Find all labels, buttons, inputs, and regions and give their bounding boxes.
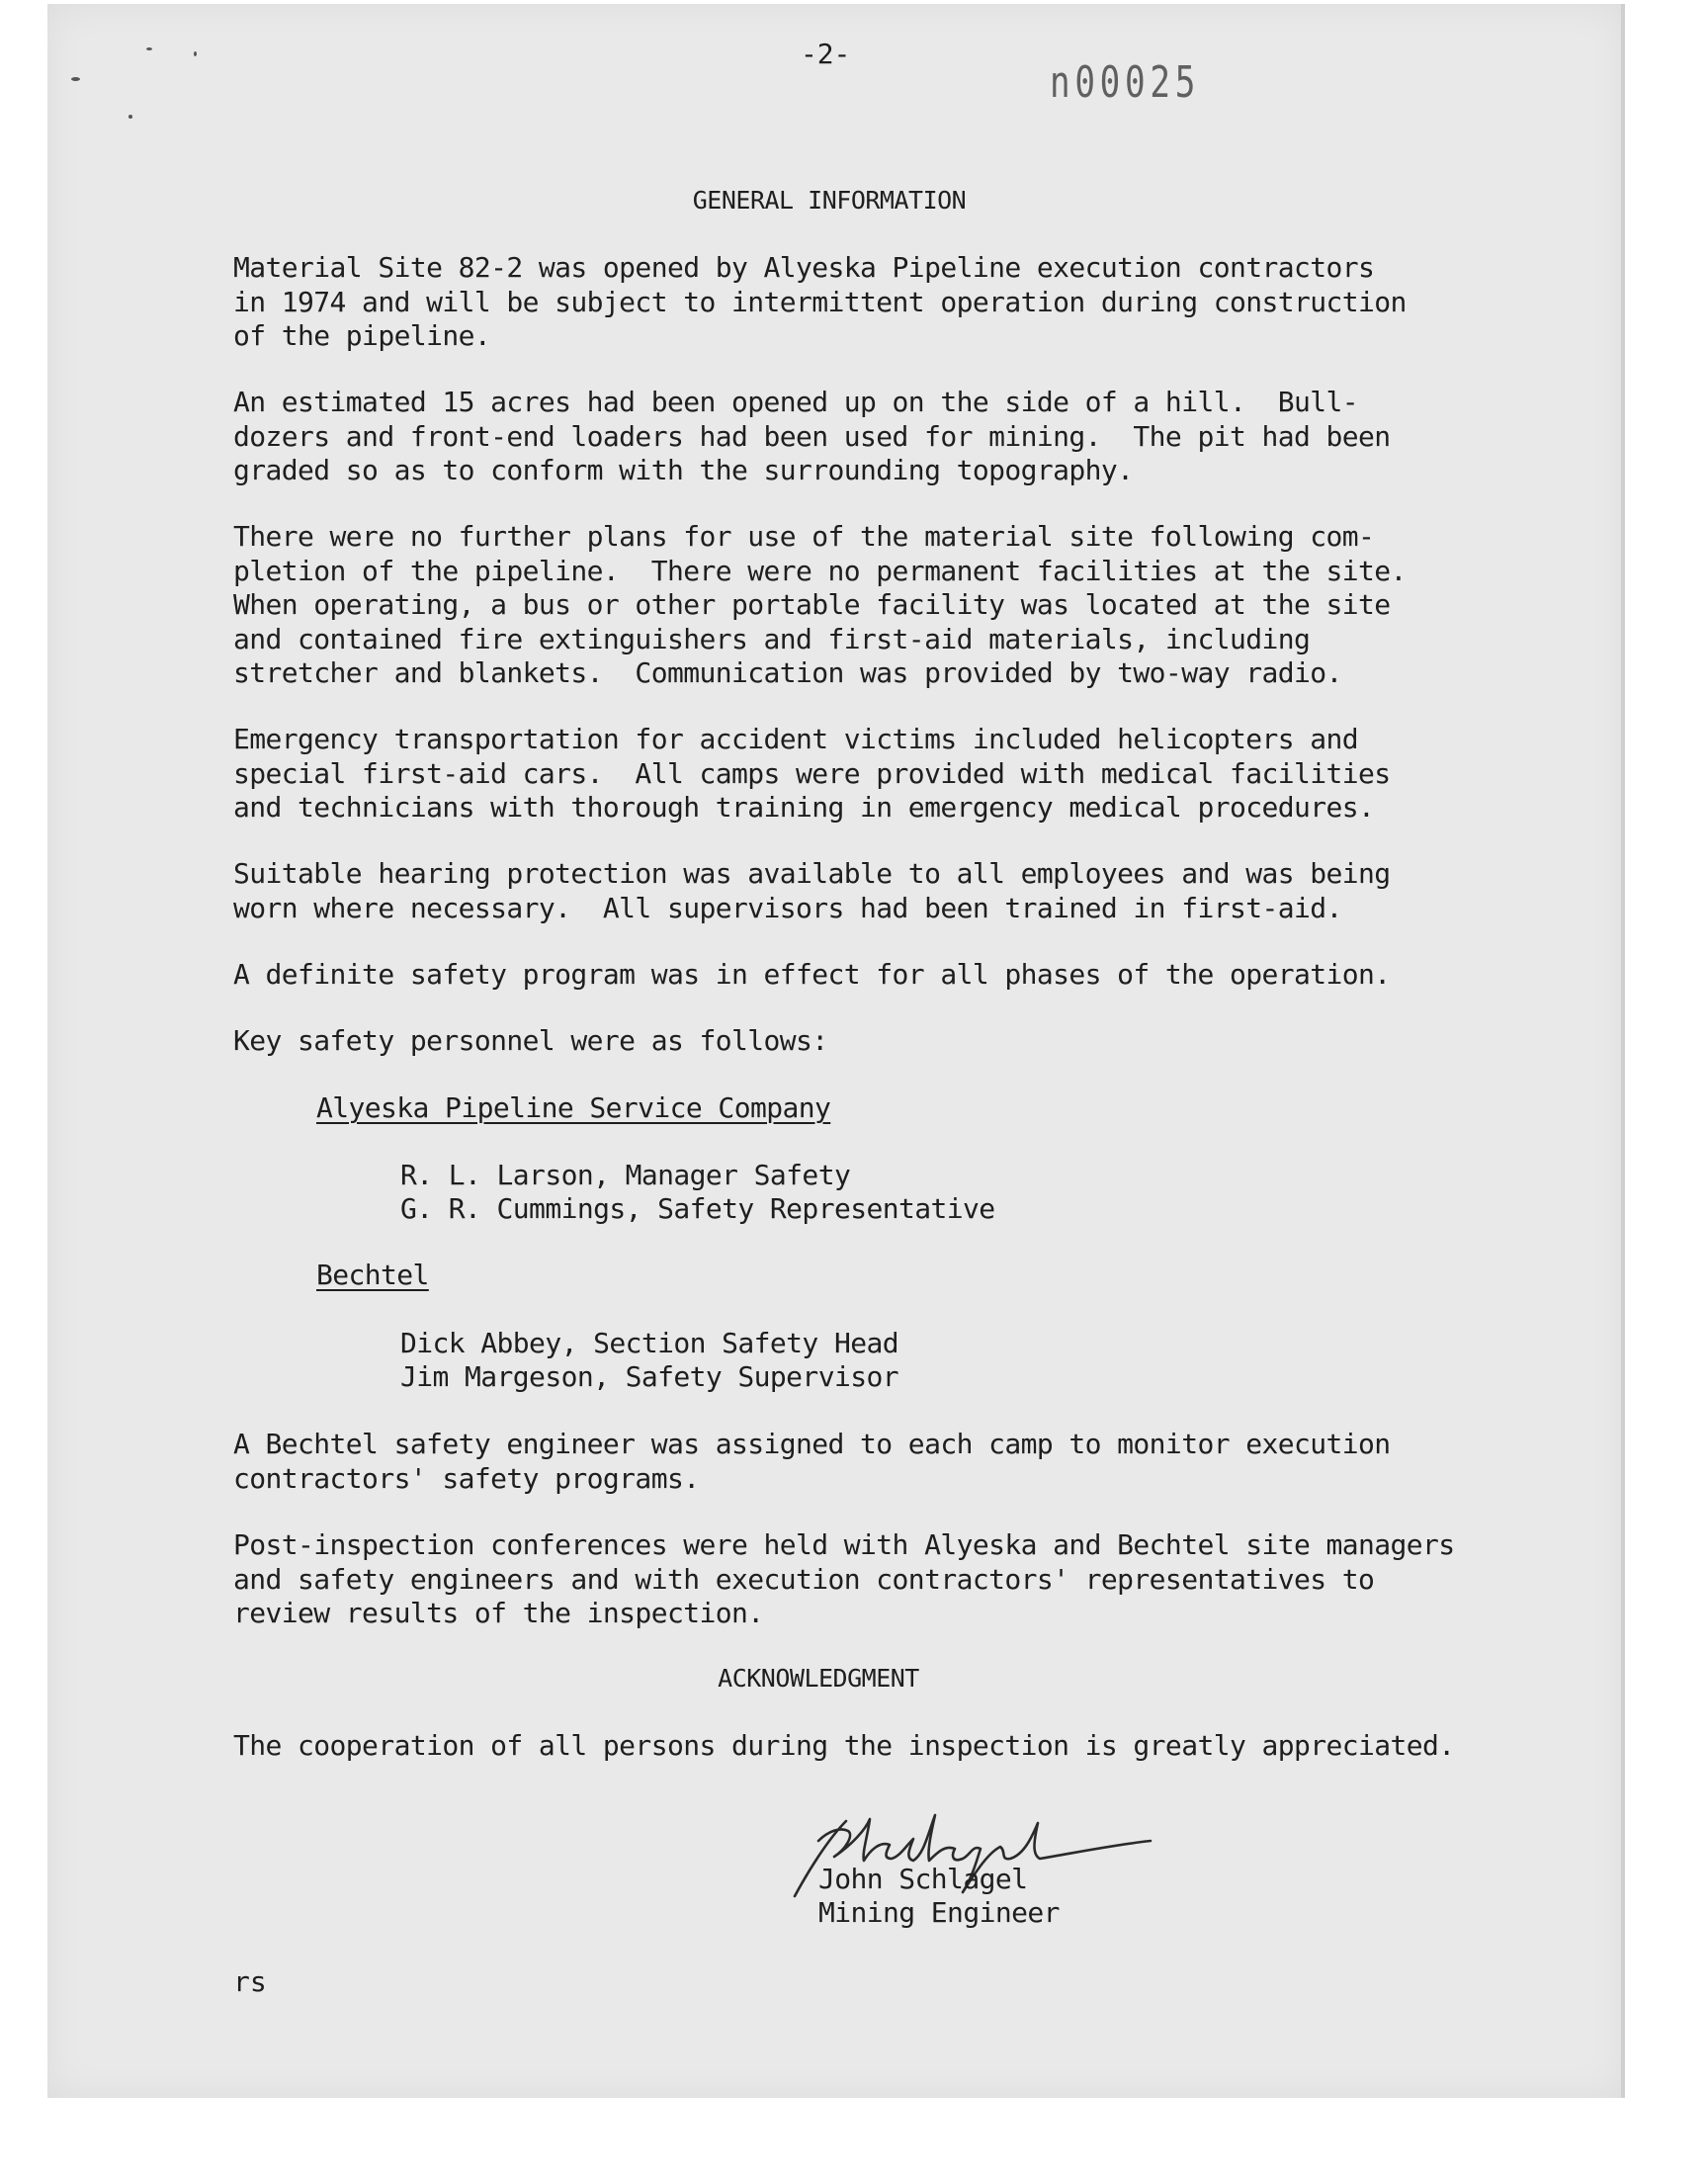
paragraph-bechtel-engineer: A Bechtel safety engineer was assigned to each camp to monitor execution contractors' safety programs. bbox=[233, 1428, 1391, 1495]
paragraph-emergency: Emergency transportation for accident victims included helicopters and special first-aid cars. All camps were provided with medical facilities and technicians with thorough training in emergency medical procedures. bbox=[233, 723, 1391, 824]
sheet-edge bbox=[1621, 4, 1625, 2098]
document-number-stamp: n00025 bbox=[1050, 57, 1201, 108]
scan-speck bbox=[146, 47, 152, 50]
scan-speck bbox=[128, 115, 132, 119]
paragraph-acreage: An estimated 15 acres had been opened up on the side of a hill. Bull- dozers and front-end loaders had been used for mining. The pit had been graded so as to conform with the surrounding topography. bbox=[233, 386, 1391, 486]
general-information-heading: GENERAL INFORMATION bbox=[692, 186, 967, 215]
scan-speck bbox=[194, 51, 197, 56]
paragraph-post-inspection: Post-inspection conferences were held with Alyeska and Bechtel site managers and safety engineers and with execution contractors' representatives to review results of the inspection. bbox=[233, 1528, 1455, 1629]
paragraph-hearing: Suitable hearing protection was available to all employees and was being worn where necessary. All supervisors had been trained in first-aid. bbox=[233, 857, 1391, 924]
person-entry: R. L. Larson, Manager Safety bbox=[400, 1159, 851, 1191]
scan-speck bbox=[71, 77, 80, 81]
signer-name: John Schlagel bbox=[818, 1863, 1028, 1895]
person-entry: Jim Margeson, Safety Supervisor bbox=[400, 1360, 898, 1393]
company-alyeska: Alyeska Pipeline Service Company bbox=[316, 1091, 831, 1124]
company-bechtel: Bechtel bbox=[316, 1259, 429, 1291]
person-entry: Dick Abbey, Section Safety Head bbox=[400, 1327, 898, 1359]
paragraph-facilities: There were no further plans for use of the material site following com- pletion of the pipeline. There were no permanent facilities at the site. When operating, a bus or other portable facility was located at the site and contained fire extinguishers and first-aid materials, including stretcher and blankets. Communication was provided by two-way radio. bbox=[233, 520, 1407, 689]
acknowledgment-heading: ACKNOWLEDGMENT bbox=[718, 1664, 919, 1693]
signer-title: Mining Engineer bbox=[818, 1896, 1060, 1929]
typist-initials: rs bbox=[233, 1965, 267, 1998]
paragraph-key-personnel: Key safety personnel were as follows: bbox=[233, 1024, 828, 1057]
person-entry: G. R. Cummings, Safety Representative bbox=[400, 1192, 995, 1225]
acknowledgment-text: The cooperation of all persons during the inspection is greatly appreciated. bbox=[233, 1729, 1455, 1762]
paragraph-material-site: Material Site 82-2 was opened by Alyeska Pipeline execution contractors in 1974 and will be subject to intermittent operation during construction of the pipeline. bbox=[233, 251, 1407, 352]
page-number: -2- bbox=[801, 38, 851, 70]
paragraph-safety-program: A definite safety program was in effect for all phases of the operation. bbox=[233, 958, 1391, 991]
